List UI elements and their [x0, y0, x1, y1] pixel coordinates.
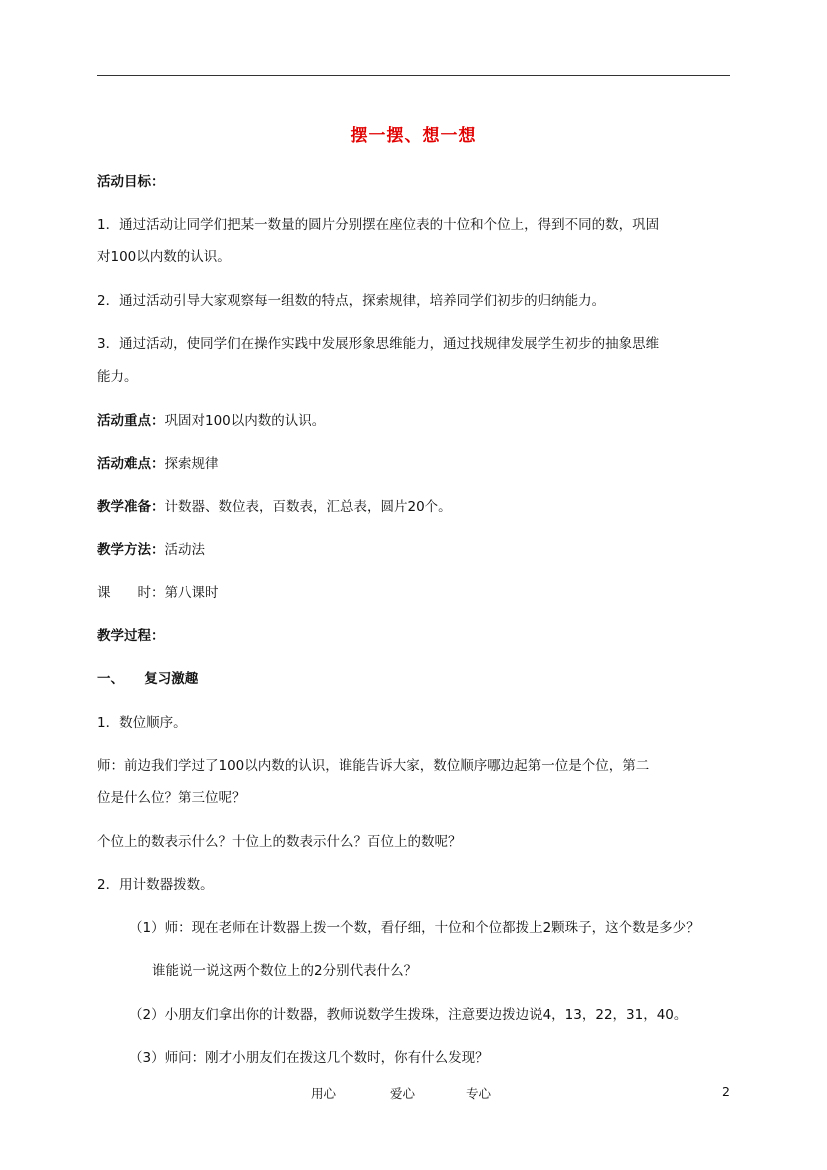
difficulty-row — [97, 453, 733, 475]
page-number: 2 — [722, 1084, 730, 1099]
period-row — [97, 582, 733, 604]
item-1: 1．数位顺序。 — [97, 715, 187, 731]
goal-1-line-2: 对100以内数的认识。 — [97, 249, 231, 265]
teacher-1-line-2: 位是什么位？第三位呢？ — [97, 790, 246, 806]
goal-3-line-2: 能力。 — [97, 369, 138, 385]
preparation-value: 计数器、数位表，百数表，汇总表，圆片20个。 — [164, 499, 452, 515]
goal-1-line-1: 1．通过活动让同学们把某一数量的圆片分别摆在座位表的十位和个位上，得到不同的数，巩固 — [97, 217, 660, 233]
goals-heading: 活动目标： — [97, 174, 165, 190]
preparation-row — [97, 496, 733, 518]
difficulty-value: 探索规律 — [164, 456, 219, 472]
period-value: 第八课时 — [164, 585, 219, 601]
sub-3: （3）师问：刚才小朋友们在拨这几个数时，你有什么发现？ — [129, 1050, 489, 1066]
section-1-heading: 一、 复习激趣 — [97, 671, 199, 687]
teacher-1-line-1: 师：前边我们学过了100以内数的认识，谁能告诉大家，数位顺序哪边起第一位是个位，第二 — [97, 758, 650, 774]
sub-2: （2）小朋友们拿出你的计数器，教师说数学生拨珠，注意要边拨边说4，13，22，31，40。 — [129, 1007, 688, 1023]
key-point-value: 巩固对100以内数的认识。 — [164, 413, 326, 429]
goal-2: 2．通过活动引导大家观察每一组数的特点，探索规律，培养同学们初步的归纳能力。 — [97, 293, 606, 309]
footer-word-2: 爱心 — [390, 1086, 416, 1101]
preparation-label: 教学准备： — [97, 499, 165, 515]
question-1: 个位上的数表示什么？十位上的数表示什么？百位上的数呢？ — [97, 834, 462, 850]
header-rule — [97, 75, 730, 76]
goal-3-line-1: 3．通过活动，使同学们在操作实践中发展形象思维能力，通过找规律发展学生初步的抽象思维 — [97, 336, 660, 352]
sub-1-line-2: 谁能说一说这两个数位上的2分别代表什么？ — [152, 963, 418, 979]
sub-1-line-1: （1）师：现在老师在计数器上拨一个数，看仔细，十位和个位都拨上2颗珠子，这个数是多少？ — [129, 920, 700, 936]
key-point-row — [97, 410, 733, 432]
process-heading: 教学过程： — [97, 628, 165, 644]
footer-word-3: 专心 — [466, 1086, 492, 1101]
item-2: 2．用计数器拨数。 — [97, 877, 214, 893]
document-title: 摆一摆、想一想 — [350, 126, 477, 146]
method-row — [97, 539, 733, 561]
footer-word-1: 用心 — [311, 1086, 337, 1101]
method-value: 活动法 — [164, 542, 205, 558]
difficulty-label: 活动难点： — [97, 456, 165, 472]
key-point-label: 活动重点： — [97, 413, 165, 429]
method-label: 教学方法： — [97, 542, 165, 558]
period-label: 课 时： — [97, 585, 165, 601]
